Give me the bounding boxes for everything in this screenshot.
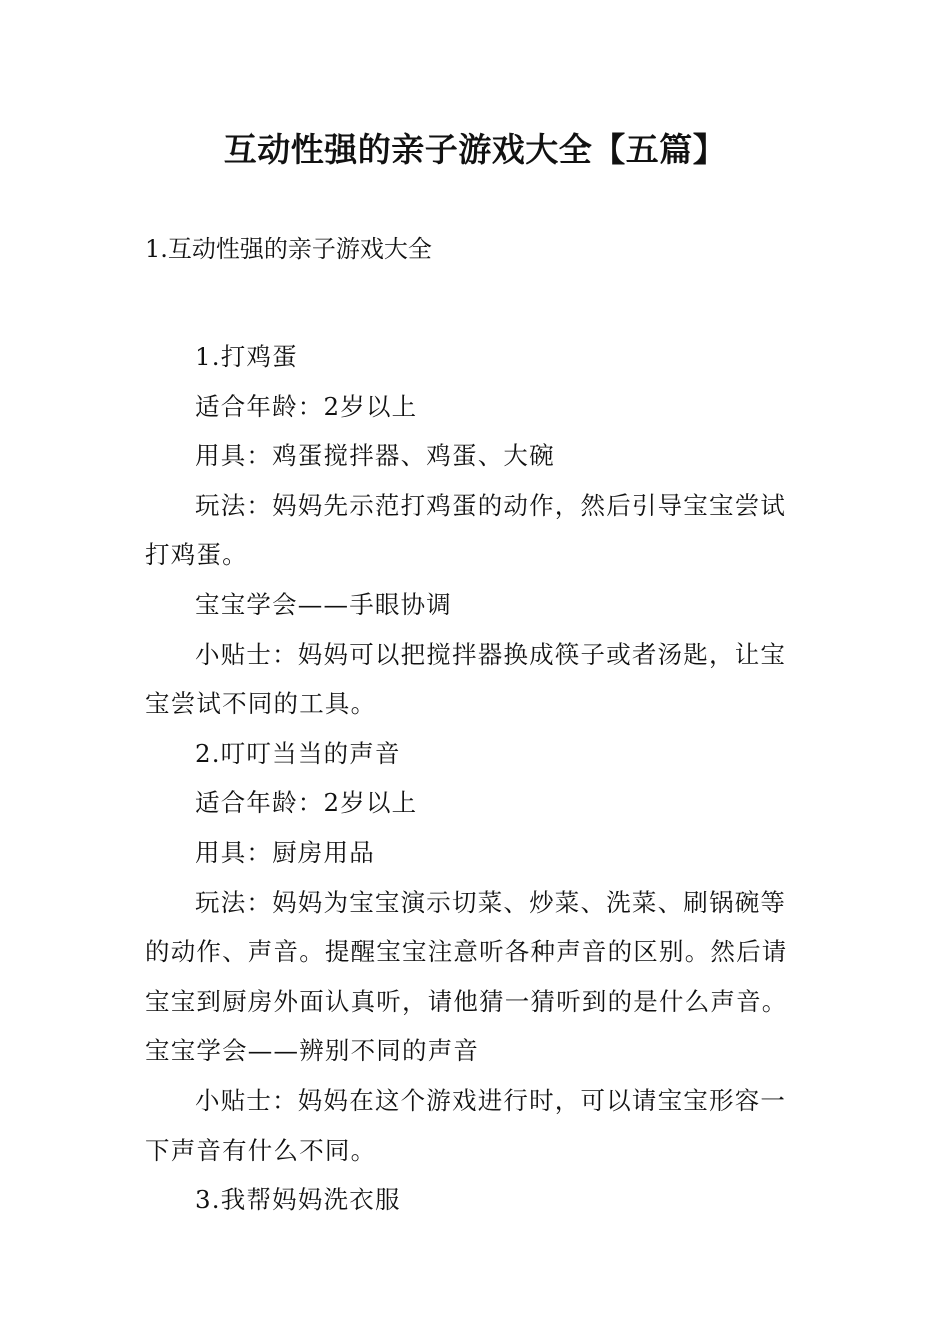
paragraph-item-9: 用具：厨房用品 xyxy=(195,837,375,867)
paragraph-item-10: 玩法：妈妈为宝宝演示切菜、炒菜、洗菜、刷锅碗等的动作、声音。提醒宝宝注意听各种声音的区别。然后请宝宝到厨房外面认真听，请他猜一猜听到的是什么声音。 xyxy=(145,887,788,1016)
paragraph-item-8: 适合年龄：2岁以上 xyxy=(195,788,418,818)
paragraph-item-7: 2.叮叮当当的声音 xyxy=(195,738,401,768)
paragraph-item-4: 玩法：妈妈先示范打鸡蛋的动作，然后引导宝宝尝试打鸡蛋。 xyxy=(145,490,787,570)
paragraph-item-13: 3.我帮妈妈洗衣服 xyxy=(195,1185,401,1215)
paragraph-item-2: 适合年龄：2岁以上 xyxy=(195,391,418,421)
document-body xyxy=(145,332,810,1225)
document-title: 互动性强的亲子游戏大全【五篇】 xyxy=(223,130,727,169)
paragraph-item-3: 用具：鸡蛋搅拌器、鸡蛋、大碗 xyxy=(195,441,555,471)
paragraph-item-5: 宝宝学会——手眼协调 xyxy=(195,589,452,619)
paragraph-item-1: 1.打鸡蛋 xyxy=(195,342,298,371)
paragraph-item-11: 宝宝学会——辨别不同的声音 xyxy=(145,1036,480,1066)
section-heading: 1.互动性强的亲子游戏大全 xyxy=(145,235,432,263)
paragraph-item-12: 小贴士：妈妈在这个游戏进行时，可以请宝宝形容一下声音有什么不同。 xyxy=(145,1085,787,1165)
paragraph-item-6: 小贴士：妈妈可以把搅拌器换成筷子或者汤匙，让宝宝尝试不同的工具。 xyxy=(145,639,787,719)
